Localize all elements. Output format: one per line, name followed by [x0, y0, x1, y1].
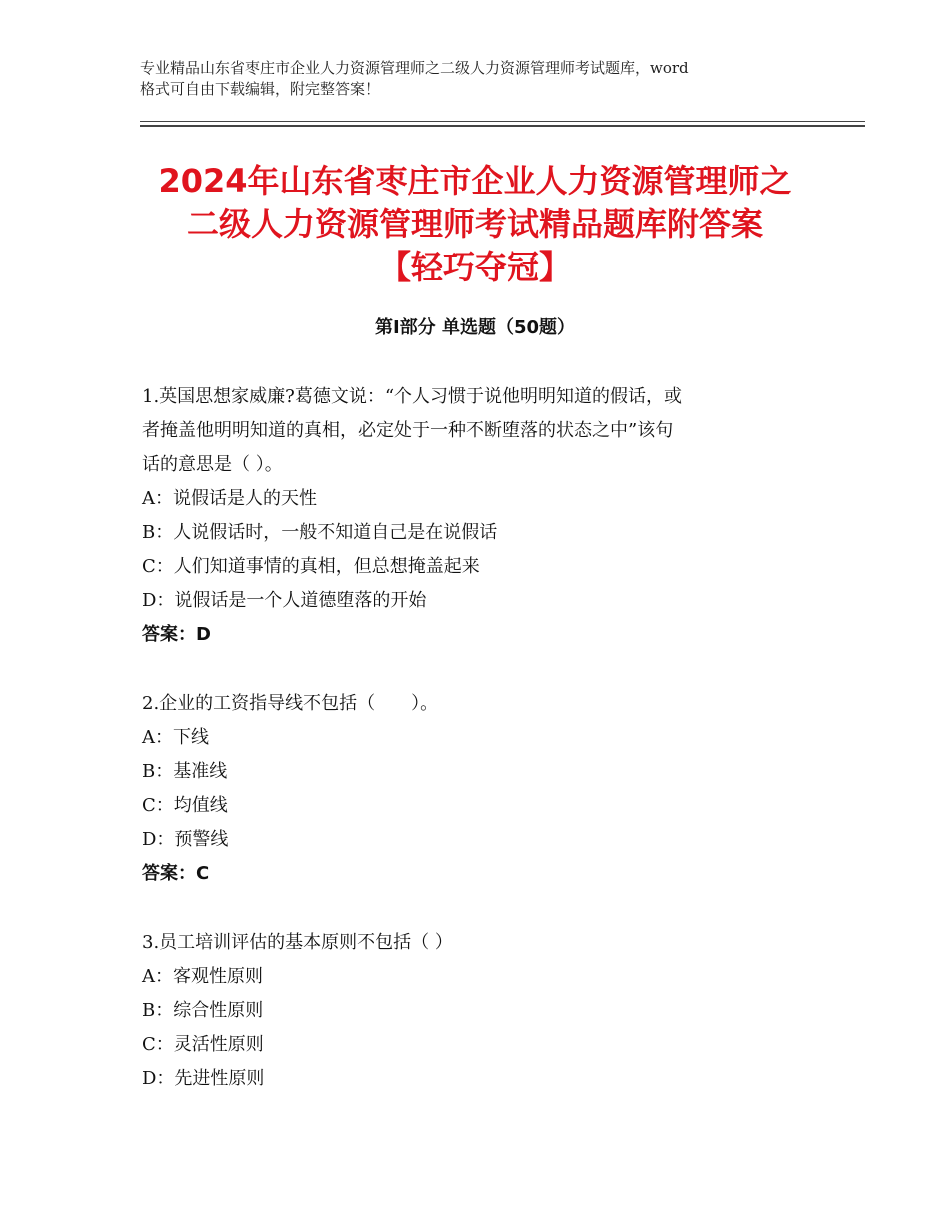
title-line: 2024年山东省枣庄市企业人力资源管理师之 [158, 162, 792, 200]
option-d: D：说假话是一个人道德堕落的开始 [142, 590, 427, 611]
section-title: 第Ⅰ部分 单选题（50题） [374, 317, 575, 338]
header-note [140, 58, 830, 100]
question-stem: 2.企业的工资指导线不包括（ ）。 [142, 693, 439, 714]
answer: 答案：C [142, 863, 210, 884]
title-line: 二级人力资源管理师考试精品题库附答案 [186, 205, 763, 243]
title-line: 【轻巧夺冠】 [378, 248, 571, 286]
option-d: D：预警线 [142, 829, 229, 850]
question-stem: 1.英国思想家威廉?葛德文说：“个人习惯于说他明明知道的假话，或 [142, 386, 683, 407]
question-1 [142, 380, 822, 652]
option-a: A：下线 [142, 727, 209, 748]
option-b: B：基准线 [142, 761, 228, 782]
question-stem: 者掩盖他明明知道的真相，必定处于一种不断堕落的状态之中”该句 [142, 420, 674, 441]
option-d: D：先进性原则 [142, 1068, 265, 1089]
option-c: C：人们知道事情的真相，但总想掩盖起来 [142, 556, 480, 577]
option-b: B：人说假话时，一般不知道自己是在说假话 [142, 522, 498, 543]
answer: 答案：D [142, 624, 211, 645]
question-stem: 3.员工培训评估的基本原则不包括（ ） [142, 932, 453, 953]
option-c: C：均值线 [142, 795, 228, 816]
option-a: A：说假话是人的天性 [142, 488, 317, 509]
question-stem: 话的意思是（ ）。 [142, 454, 283, 475]
header-divider [140, 125, 865, 127]
header-note-line: 专业精品山东省枣庄市企业人力资源管理师之二级人力资源管理师考试题库，word [140, 59, 689, 77]
question-3 [142, 926, 822, 1096]
option-b: B：综合性原则 [142, 1000, 264, 1021]
question-2 [142, 687, 822, 891]
header-divider [140, 121, 865, 122]
document-title [100, 160, 850, 289]
header-note-line: 格式可自由下载编辑，附完整答案！ [140, 80, 381, 98]
option-c: C：灵活性原则 [142, 1034, 264, 1055]
option-a: A：客观性原则 [142, 966, 263, 987]
